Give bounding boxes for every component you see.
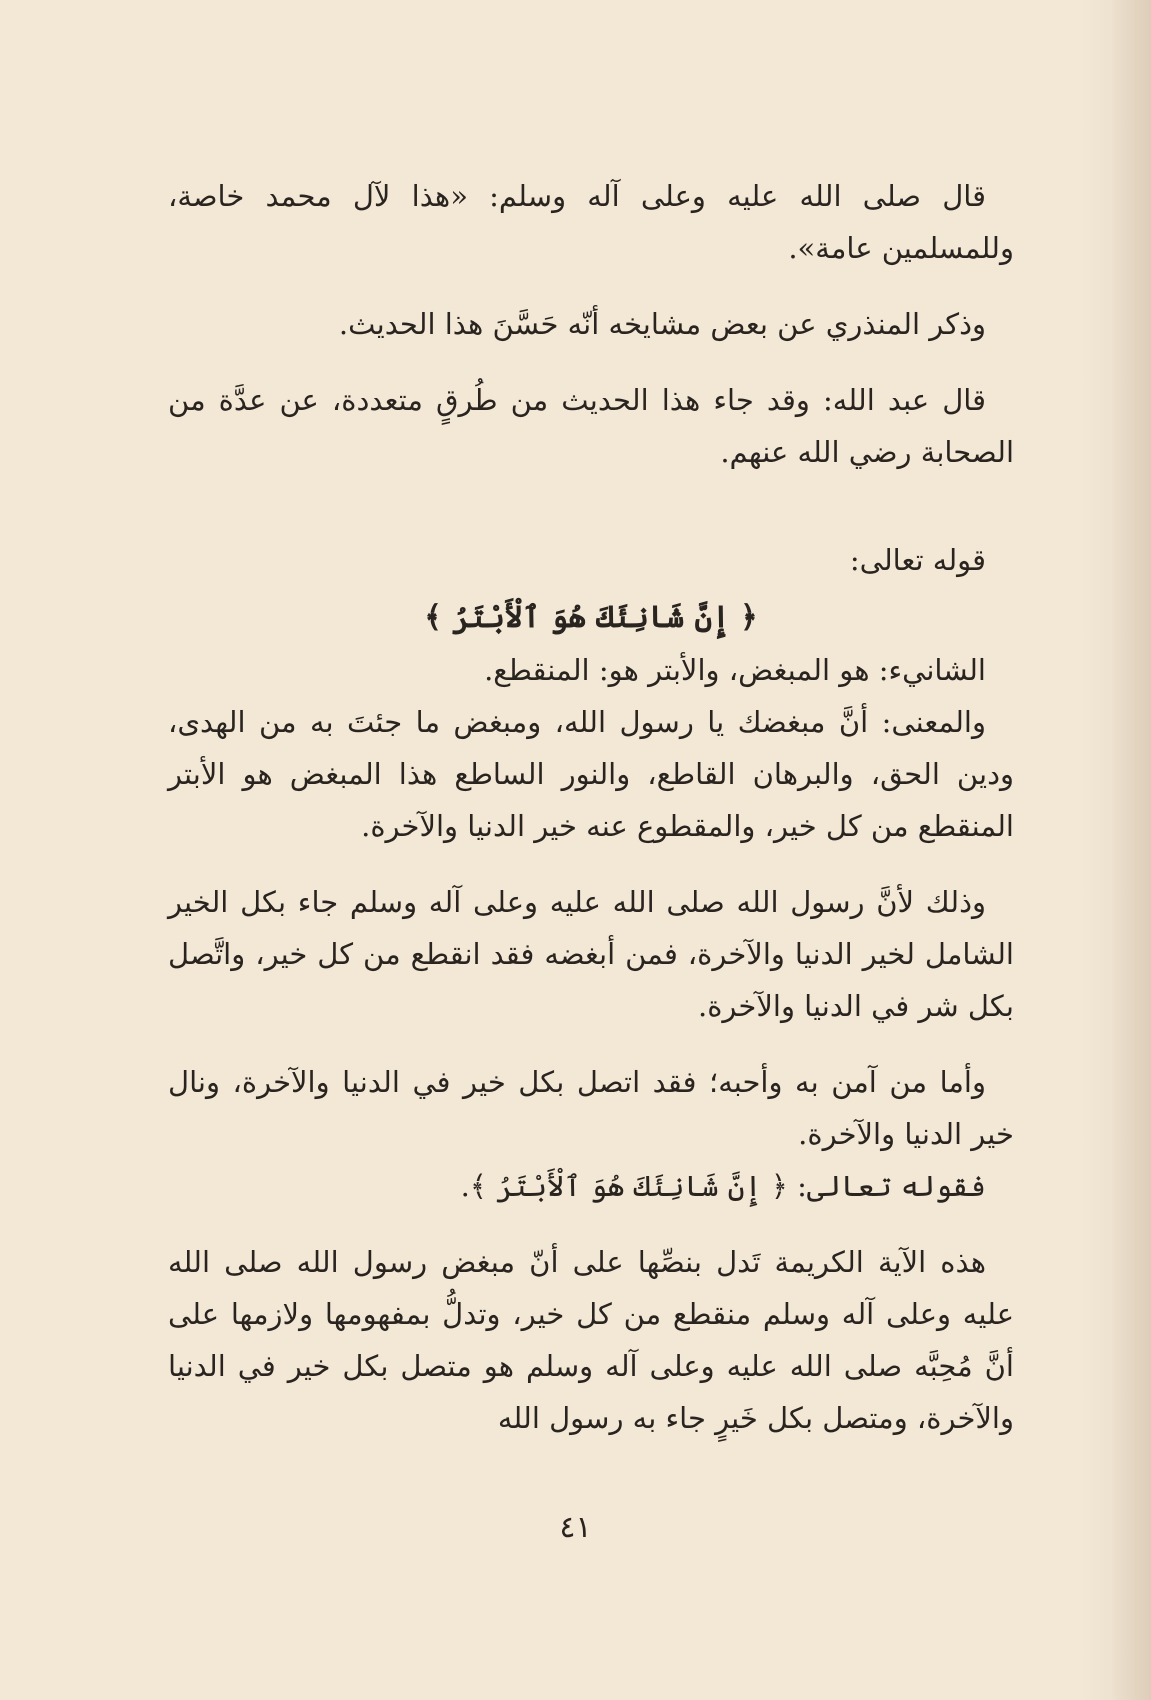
page-edge-shadow (1111, 0, 1151, 1700)
paragraph-hadith: قال صلى الله عليه وعلى آله وسلم: «هذا لآل محمد خاصة، وللمسلمين عامة». (168, 179, 1014, 265)
page-number: ٤١ (559, 1510, 592, 1545)
paragraph-mundhiri: وذكر المنذري عن بعض مشايخه أنّه حَسَّنَ هذا الحديث. (338, 307, 986, 341)
paragraph-abdullah: قال عبد الله: وقد جاء هذا الحديث من طُرقٍ متعددة، عن عدَّة من الصحابة رضي الله عنهم. (168, 383, 1014, 469)
paragraph-verse-repeat: فقوله تعالى: ﴿ إِنَّ شَانِئَكَ هُوَ ٱلْأَبْتَرُ ﴾. (460, 1169, 986, 1203)
paragraph-believer: وأما من آمن به وأحبه؛ فقد اتصل بكل خير في الدنيا والآخرة، ونال خير الدنيا والآخرة. (168, 1065, 1014, 1151)
paragraph-meaning: والمعنى: أنَّ مبغضك يا رسول الله، ومبغض ما جئتَ به من الهدى، ودين الحق، والبرهان القاطع، والنور الساطع هذا المبغض هو الأبتر المنقطع من كل خير، والمقطوع عنه خير الدنيا والآخرة. (168, 705, 1014, 843)
quran-verse: ﴿ إِنَّ شَانِئَكَ هُوَ ٱلْأَبْتَرُ ﴾ (424, 600, 758, 635)
page-body (168, 170, 1014, 1444)
paragraph-reason: وذلك لأنَّ رسول الله صلى الله عليه وعلى آله وسلم جاء بكل الخير الشامل لخير الدنيا والآخرة، فمن أبغضه فقد انقطع من كل خير، واتَّصل بكل شر في الدنيا والآخرة. (168, 885, 1014, 1023)
paragraph-explanation: هذه الآية الكريمة تَدل بنصِّها على أنّ مبغض رسول الله صلى الله عليه وعلى آله وسلم منقطع من كل خير، وتدلُّ بمفهومها ولازمها على أنَّ مُحِبَّه صلى الله عليه وعلى آله وسلم هو متصل بكل خير في الدنيا والآخرة، ومتصل بكل خَيرٍ جاء به رسول الله (168, 1245, 1014, 1435)
verse-heading: قوله تعالى: (849, 543, 986, 577)
paragraph-definition: الشانيء: هو المبغض، والأبتر هو: المنقطع. (484, 653, 986, 687)
